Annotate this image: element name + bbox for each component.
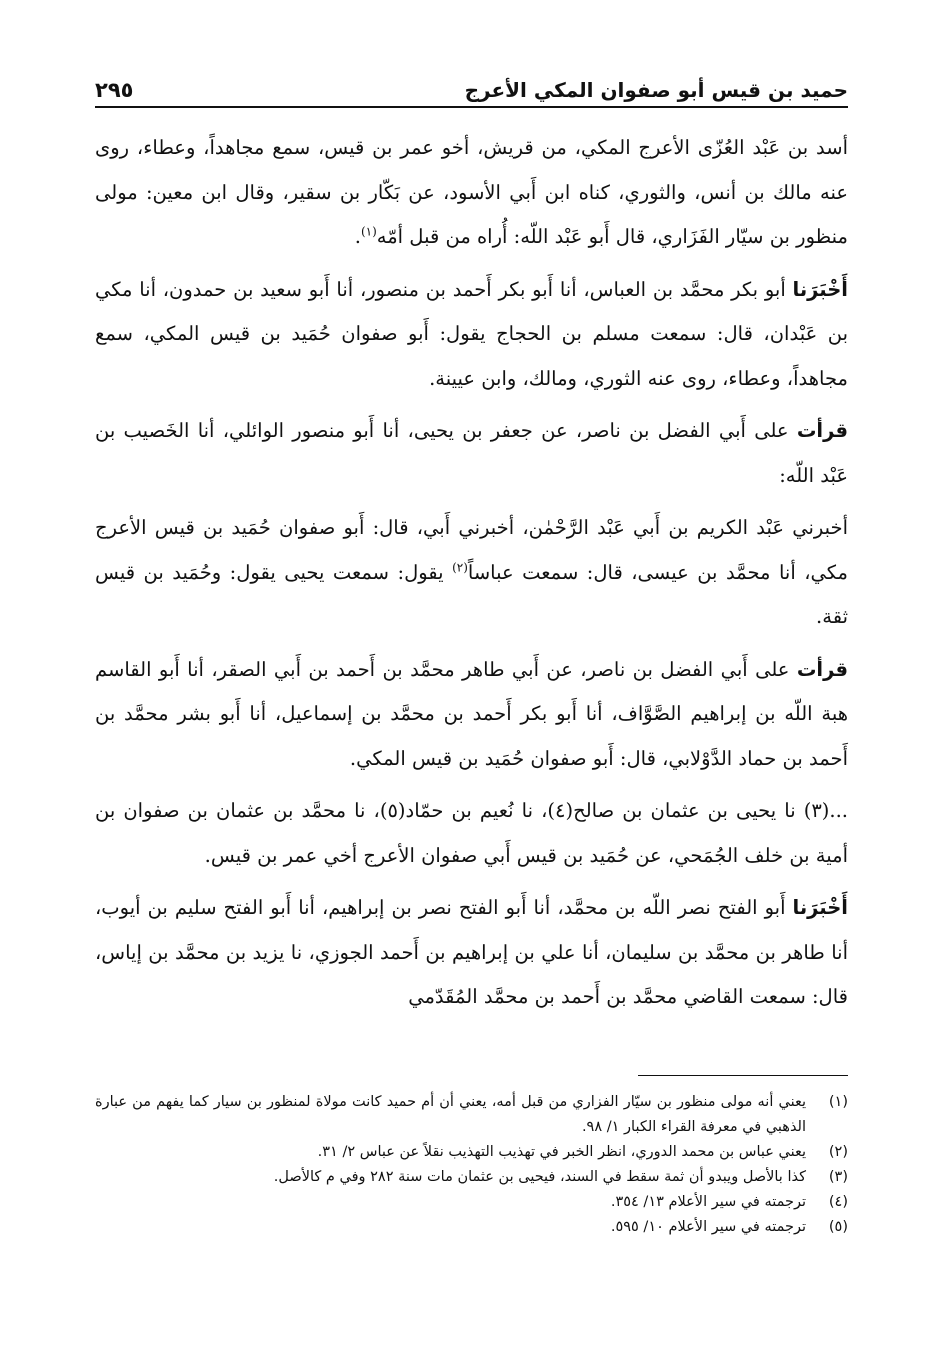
footnote-text: ترجمته في سير الأعلام ١٣/ ٣٥٤. xyxy=(610,1194,806,1210)
book-page xyxy=(95,0,848,1345)
footnote-number: (٤) xyxy=(828,1194,848,1210)
paragraph xyxy=(95,648,848,782)
paragraph-text: أبو بكر محمَّد بن العباس، أنا أَبو بكر أَحمد بن منصور، أنا أَبو سعيد بن حمدون، أنا مكي بن عَبْدان، قال: سمعت مسلم بن الحجاج يقول: أَبو صفوان حُمَيد بن قيس المكي، سمع مجاهداً، وعطاء، روى عنه الثوري، ومالك، وابن عيينة. xyxy=(95,277,848,390)
footnote-number: (١) xyxy=(828,1094,848,1110)
footnote-text: ترجمته في سير الأعلام ١٠/ ٥٩٥. xyxy=(610,1219,806,1235)
footnote-number: (٢) xyxy=(828,1144,848,1160)
footnote-number: (٥) xyxy=(828,1219,848,1235)
footnote xyxy=(95,1190,848,1215)
paragraph xyxy=(95,506,848,640)
paragraph-text: على أَبي الفضل بن ناصر، عن أَبي طاهر محمَّد بن أَحمد بن أَبي الصقر، أنا أَبو القاسم هبة اللّه بن إبراهيم الصَّوَّاف، أنا أَبو بكر أَحمد بن محمَّد بن إسماعيل، أنا أَبو بشر محمَّد بن أَحمد بن حماد الدَّوْلابي، قال: أَبو صفوان حُمَيد بن قيس المكي. xyxy=(95,657,848,770)
paragraph xyxy=(95,126,848,260)
footnote xyxy=(95,1090,848,1140)
running-title: حميد بن قيس أبو صفوان المكي الأعرج xyxy=(464,78,848,102)
paragraph-tail: . xyxy=(354,225,361,248)
main-text xyxy=(95,126,848,1028)
paragraph xyxy=(95,886,848,1020)
footnote xyxy=(95,1165,848,1190)
footnote-marker: (١) xyxy=(360,224,377,239)
paragraph xyxy=(95,268,848,402)
paragraph xyxy=(95,789,848,878)
footnote-number: (٣) xyxy=(828,1169,848,1185)
footnote xyxy=(95,1215,848,1240)
footnote-separator xyxy=(638,1075,848,1076)
running-header xyxy=(95,72,848,108)
paragraph-text: أخبرني عَبْد الكريم بن أَبي عَبْد الرَّحْمٰن، أخبرني أَبي، قال: أَبو صفوان حُمَيد بن قيس الأعرج مكي، أنا محمَّد بن عيسى، قال: سمعت عباساً xyxy=(95,516,848,584)
paragraph-text: على أَبي الفضل بن ناصر، عن جعفر بن يحيى، أنا أَبو منصور الوائلي، أنا الخَصيب بن عَبْد اللّه: xyxy=(95,419,848,487)
footnote-text: كذا بالأصل ويبدو أن ثمة سقط في السند، فيحيى بن عثمان مات سنة ٢٨٢ وفي م كالأصل. xyxy=(273,1169,806,1185)
paragraph-text: ...(٣) نا يحيى بن عثمان بن صالح(٤)، نا نُعيم بن حمّاد(٥)، نا محمَّد بن عثمان بن صفوان بن أمية بن خلف الجُمَحي، عن حُمَيد بن قيس أَبي صفوان الأعرج أخي عمر بن قيس. xyxy=(95,799,848,867)
footnote-text: يعني أنه مولى منظور بن سيّار الفزاري من قبل أمه، يعني أن أم حميد كانت مولاة لمنظور بن سيار كما يفهم من عبارة الذهبي في معرفة القراء الكبار ١/ ٩٨. xyxy=(95,1094,806,1135)
paragraph-text: أسد بن عَبْد العُزّى الأعرج المكي، من قريش، أخو عمر بن قيس، سمع مجاهداً، وعطاء، روى عنه مالك بن أنس، والثوري، كناه ابن أَبي الأسود، عن بَكّار بن سقير، وقال ابن معين: مولى منظور بن سيّار الفَزَاري، قال أَبو عَبْد اللّه: أُراه من قبل أمّه xyxy=(95,136,848,248)
footnotes xyxy=(95,1090,848,1240)
paragraph-tail: يقول: سمعت يحيى يقول: وحُمَيد بن قيس ثقة. xyxy=(95,560,848,628)
footnote-marker: (٢) xyxy=(452,560,468,574)
paragraph-lead: قرأت xyxy=(796,419,848,442)
paragraph-text: أَبو الفتح نصر اللّه بن محمَّد، أنا أَبو الفتح نصر بن إبراهيم، أنا أَبو الفتح سليم بن أيوب، أنا طاهر بن محمَّد بن سليمان، أنا علي بن إبراهيم بن أَحمد الجوزي، نا يزيد بن محمَّد بن إياس، قال: سمعت القاضي محمَّد بن أَحمد بن محمَّد المُقَدّمي xyxy=(95,896,848,1008)
paragraph-lead: أَخْبَرَنا xyxy=(792,277,848,301)
footnote-text: يعني عباس بن محمد الدوري، انظر الخبر في تهذيب التهذيب نقلاً عن عباس ٢/ ٣١. xyxy=(317,1144,806,1160)
footnote xyxy=(95,1140,848,1165)
paragraph-lead: أَخْبَرَنا xyxy=(792,896,848,919)
page-number: ٢٩٥ xyxy=(95,78,134,102)
paragraph-lead: قرأت xyxy=(796,657,848,681)
paragraph xyxy=(95,409,848,498)
